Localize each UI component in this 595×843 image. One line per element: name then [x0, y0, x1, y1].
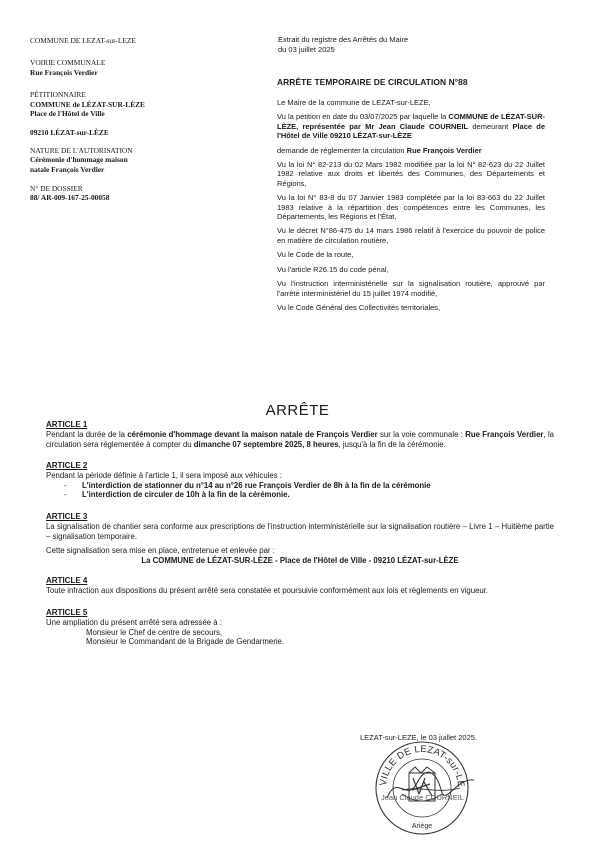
petitionnaire-name: COMMUNE de LÉZAT-SUR-LÈZE — [30, 99, 145, 109]
recipient-2: Monsieur le Commandant de la Brigade de Gendarmerie. — [86, 637, 285, 647]
article-3-body: La signalisation de chantier sera conforme aux prescriptions de l'instruction interministérielle sur la signalisation routière – Livre 1 – Huitième partie – signalisation temporaire. — [46, 521, 554, 541]
article-4-heading: ARTICLE 4 — [46, 576, 88, 586]
vu-decree-1986: Vu le décret N°86-475 du 14 mars 1986 relatif à l'exercice du pouvoir de police en matière de circulation routière, — [277, 226, 545, 245]
bullet-dash: - — [64, 480, 67, 490]
article-1-heading: ARTICLE 1 — [46, 420, 88, 429]
art1-text-4: , jusqu'à la fin de la cérémonie. — [338, 439, 446, 449]
request-paragraph — [277, 146, 545, 155]
request-street: Rue François Verdier — [406, 145, 482, 155]
article-2-bullet-1 — [64, 481, 554, 491]
arrete-heading: ARRÊTE — [265, 402, 330, 419]
petition-text-2: demeurant — [468, 121, 513, 131]
stamp-bottom-text: Ariège — [411, 823, 433, 830]
petitionnaire-label: PÉTITIONNAIRE — [30, 90, 86, 100]
mayor-intro: Le Maire de la commune de LEZAT-sur-LEZE, — [277, 98, 431, 107]
considerants — [277, 98, 545, 317]
nature-line-2: natale François Verdier — [30, 164, 105, 174]
art1-text-3: , la circulation sera réglementée à compter du — [46, 430, 555, 449]
dossier-value: 88/ AR-009-167-25-00058 — [30, 193, 110, 203]
article-3-intro: Cette signalisation sera mise en place, entretenue et enlevée par : — [46, 546, 275, 556]
petition-address: Place de l'Hôtel de Ville 09210 LÉZAT-sur-LÈZE — [277, 121, 546, 141]
recipient-1: Monsieur le Chef de centre de secours, — [86, 627, 223, 637]
article-4-body: Toute infraction aux dispositions du présent arrêté sera constatée et poursuivie conformément aux lois et règlements en vigueur. — [46, 586, 489, 596]
articles-section — [46, 420, 554, 647]
art1-street: Rue François Verdier — [465, 430, 544, 439]
vu-penal-article: Vu l'article R26.15 du code pénal, — [277, 264, 389, 274]
art1-event: cérémonie d'hommage devant la maison natale de François Verdier — [127, 430, 378, 439]
vu-instruction: Vu l'instruction interministérielle sur la signalisation routière, approuvé par l'arrêté interministériel du 15 juillet 1974 modifié, — [277, 279, 545, 298]
nature-label: NATURE DE L'AUTORISATION — [30, 145, 133, 155]
register-extract — [278, 35, 408, 54]
vu-law-1982: Vu la loi N° 82-213 du 02 Mars 1982 modifiée par la loi N° 82-623 du 22 Juillet 1982 relative aux droits et libertés des Communes, des Départements et Régions, — [277, 160, 545, 188]
left-info-column — [30, 36, 200, 203]
petitionnaire-city: 09210 LÉZAT-sur-LÈZE — [30, 128, 109, 138]
voirie-label: VOIRIE COMMUNALE — [30, 58, 106, 68]
art1-text-2: sur la voie communale : — [377, 430, 466, 439]
extract-line-2: du 03 juillet 2025 — [278, 44, 335, 54]
vu-cgct: Vu le Code Général des Collectivités territoriales, — [277, 302, 441, 312]
article-5-heading: ARTICLE 5 — [46, 607, 88, 617]
handwritten-signature — [382, 768, 482, 808]
article-2-bullet-2 — [64, 490, 554, 500]
article-2-intro: Pendant la période définie à l'article 1, il sera imposé aux véhicules : — [46, 471, 282, 481]
bullet-traffic-ban: L'interdiction de circuler de 10h à la fin de la cérémonie. — [82, 490, 290, 500]
request-text: demande de réglementer la circulation — [277, 145, 407, 155]
commune-name: COMMUNE DE LEZAT-sur-LEZE — [30, 36, 136, 45]
dossier-label: N° DE DOSSIER — [30, 184, 83, 194]
art1-date: dimanche 07 septembre 2025, 8 heures — [193, 439, 339, 449]
document-title: ARRÊTE TEMPORAIRE DE CIRCULATION N°88 — [277, 77, 468, 87]
stamp-ring-text: VILLE DE LEZAT-sur-LE — [377, 743, 467, 788]
voirie-value: Rue François Verdier — [30, 67, 98, 77]
article-2-heading: ARTICLE 2 — [46, 461, 88, 471]
article-1-body — [46, 430, 554, 449]
petitionnaire-address: Place de l'Hôtel de Ville — [30, 109, 105, 119]
signature-icon — [382, 768, 482, 808]
bullet-parking-ban: L'interdiction de stationner du n°14 au n°26 rue François Verdier de 8h à la fin de la cérémonie — [82, 480, 431, 490]
article-3-responsible: La COMMUNE de LÉZAT-SUR-LÈZE - Place de l'Hôtel de Ville - 09210 LÉZAT-sur-LÈZE — [141, 555, 459, 565]
signature-place-date: LEZAT-sur-LEZE, le 03 juillet 2025. — [360, 733, 477, 742]
vu-code-route: Vu le Code de la route, — [277, 250, 354, 260]
petition-text: Vu la pétition en date du 03/07/2025 par laquelle la — [277, 112, 449, 122]
petition-paragraph — [277, 112, 545, 140]
article-5-body: Une ampliation du présent arrêté sera adressée à : — [46, 617, 222, 627]
vu-law-1983: Vu la loi N° 83-8 du 07 Janvier 1983 complétée par la loi 83-663 du 22 Juillet 1983 relative à la répartition des compétences entre les Communes, les Départements, les Régions et l'État, — [277, 193, 545, 222]
article-3-heading: ARTICLE 3 — [46, 511, 88, 521]
signer-name: Jean Claude COURNEIL — [381, 793, 464, 802]
art1-text-1: Pendant la durée de la — [46, 430, 128, 439]
extract-line-1: Extrait du registre des Arrêtés du Maire — [278, 35, 409, 44]
petition-requester: COMMUNE de LÉZAT-SUR-LÈZE, représentée par Mr Jean Claude COURNEIL — [277, 112, 545, 131]
nature-line-1: Cérémonie d'hommage maison — [30, 155, 128, 165]
bullet-dash: - — [64, 490, 67, 500]
